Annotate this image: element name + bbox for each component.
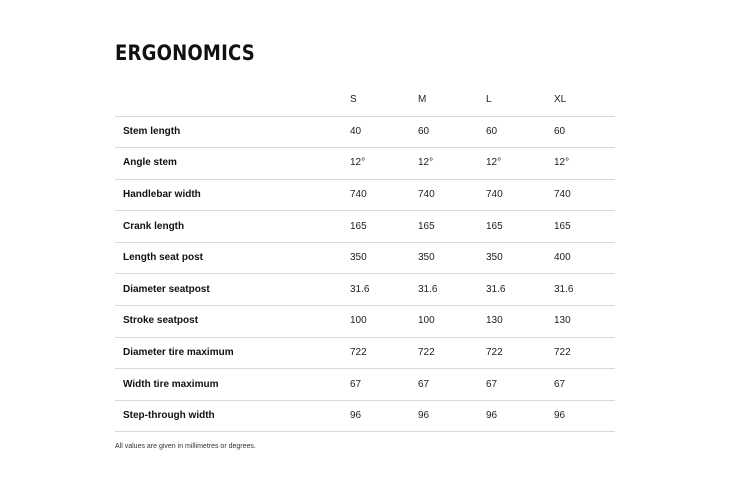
table-row <box>115 116 615 148</box>
cell-value: 67 <box>418 369 486 401</box>
row-label: Step-through width <box>115 400 350 432</box>
cell-value: 165 <box>486 211 554 243</box>
cell-value: 100 <box>350 306 418 338</box>
cell-value: 60 <box>418 116 486 148</box>
row-label: Length seat post <box>115 242 350 274</box>
cell-value: 12° <box>418 148 486 180</box>
table-row <box>115 242 615 274</box>
cell-value: 722 <box>486 337 554 369</box>
row-label: Stem length <box>115 116 350 148</box>
cell-value: 67 <box>350 369 418 401</box>
cell-value: 60 <box>554 116 615 148</box>
cell-value: 722 <box>418 337 486 369</box>
cell-value: 740 <box>418 179 486 211</box>
footnote: All values are given in millimetres or degrees. <box>115 443 256 450</box>
table-row <box>115 369 615 401</box>
table-row <box>115 274 615 306</box>
row-label: Diameter tire maximum <box>115 337 350 369</box>
cell-value: 96 <box>350 400 418 432</box>
cell-value: 400 <box>554 242 615 274</box>
cell-value: 67 <box>554 369 615 401</box>
cell-value: 350 <box>486 242 554 274</box>
cell-value: 12° <box>350 148 418 180</box>
table-row <box>115 400 615 432</box>
cell-value: 722 <box>350 337 418 369</box>
table-header-row <box>115 85 615 116</box>
cell-value: 31.6 <box>486 274 554 306</box>
row-label: Angle stem <box>115 148 350 180</box>
cell-value: 12° <box>554 148 615 180</box>
row-label: Handlebar width <box>115 179 350 211</box>
cell-value: 165 <box>350 211 418 243</box>
cell-value: 130 <box>486 306 554 338</box>
table-row <box>115 211 615 243</box>
cell-value: 96 <box>486 400 554 432</box>
cell-value: 740 <box>350 179 418 211</box>
cell-value: 31.6 <box>350 274 418 306</box>
cell-value: 722 <box>554 337 615 369</box>
cell-value: 740 <box>486 179 554 211</box>
table-row <box>115 337 615 369</box>
header-cell-size-l: L <box>486 85 554 116</box>
cell-value: 350 <box>350 242 418 274</box>
row-label: Diameter seatpost <box>115 274 350 306</box>
cell-value: 31.6 <box>554 274 615 306</box>
table-row <box>115 179 615 211</box>
table-row <box>115 148 615 180</box>
cell-value: 165 <box>554 211 615 243</box>
row-label: Crank length <box>115 211 350 243</box>
cell-value: 60 <box>486 116 554 148</box>
cell-value: 130 <box>554 306 615 338</box>
cell-value: 96 <box>554 400 615 432</box>
row-label: Stroke seatpost <box>115 306 350 338</box>
cell-value: 40 <box>350 116 418 148</box>
section-title: ERGONOMICS <box>115 41 255 65</box>
cell-value: 350 <box>418 242 486 274</box>
cell-value: 100 <box>418 306 486 338</box>
table-row <box>115 306 615 338</box>
header-cell-size-s: S <box>350 85 418 116</box>
cell-value: 12° <box>486 148 554 180</box>
cell-value: 165 <box>418 211 486 243</box>
cell-value: 96 <box>418 400 486 432</box>
cell-value: 67 <box>486 369 554 401</box>
cell-value: 31.6 <box>418 274 486 306</box>
header-cell-label <box>115 85 350 116</box>
header-cell-size-xl: XL <box>554 85 615 116</box>
cell-value: 740 <box>554 179 615 211</box>
row-label: Width tire maximum <box>115 369 350 401</box>
ergonomics-table <box>115 85 615 432</box>
header-cell-size-m: M <box>418 85 486 116</box>
